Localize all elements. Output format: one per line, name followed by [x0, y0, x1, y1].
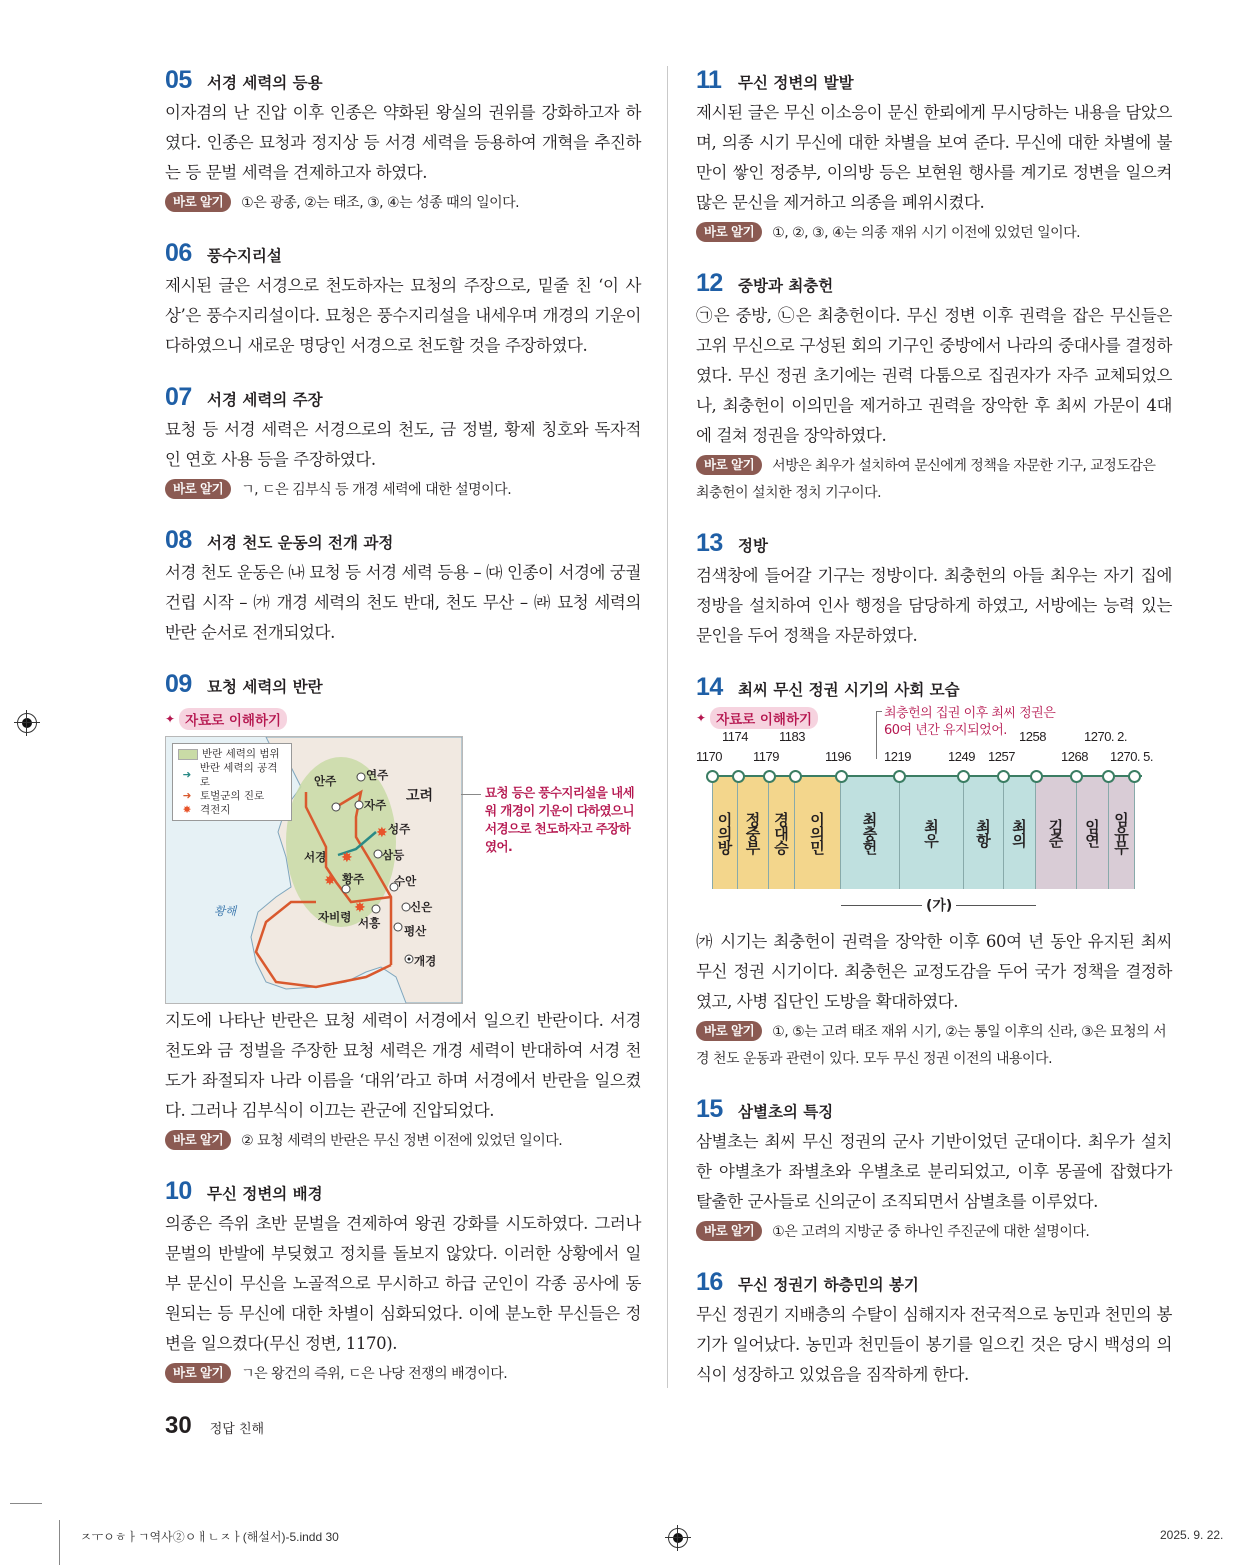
map-place: 개경 — [414, 954, 437, 968]
registration-mark-icon — [17, 713, 37, 733]
year-label: 1170 — [696, 749, 722, 764]
timeline-node — [732, 770, 745, 783]
map-place: 황주 — [342, 872, 365, 886]
quick-check-badge: 바로 알기 — [165, 479, 231, 499]
quick-check-badge: 바로 알기 — [165, 1130, 231, 1150]
answer-note: 바로 알기 ①, ②, ③, ④는 의종 재위 시기 이전에 있었던 일이다. — [696, 220, 1172, 247]
page-footer — [165, 1412, 264, 1440]
section-11 — [696, 66, 1172, 247]
section-13 — [696, 529, 1172, 651]
star-icon: ✦ — [165, 712, 176, 726]
map-place: 자주 — [364, 798, 387, 812]
section-06 — [165, 239, 641, 361]
timeline-node — [1128, 770, 1141, 783]
section-07 — [165, 383, 641, 504]
section-title: 서경 세력의 주장 — [207, 391, 323, 409]
section-number: 16 — [696, 1268, 723, 1296]
timeline-node — [835, 770, 848, 783]
section-number: 15 — [696, 1095, 723, 1123]
timeline-node — [1102, 770, 1115, 783]
section-09 — [165, 670, 641, 1155]
crop-mark — [10, 1503, 42, 1504]
section-title: 중방과 최충헌 — [738, 277, 834, 295]
print-slug-date: 2025. 9. 22. — [1160, 1528, 1224, 1542]
timeline-node — [957, 770, 970, 783]
left-column — [165, 66, 641, 1410]
svg-text:✸: ✸ — [354, 900, 366, 916]
ruler-bar: 이의방 — [712, 777, 738, 889]
callout-line — [876, 711, 877, 759]
section-body: 제시된 글은 무신 이소응이 문신 한뢰에게 무시당하는 내용을 담았으며, 의종 시기 무신에 대한 차별을 보여 준다. 무신에 대한 차별에 불만이 쌓인 정중부, 이의방 등은 보현원 행사를 계기로 정변을 일으켜 많은 문신을 제거하고 의종을 폐위시켰다. — [696, 103, 1172, 212]
year-label: 1257 — [988, 749, 1015, 764]
section-number: 06 — [165, 239, 192, 267]
map-place: 삼등 — [382, 848, 405, 862]
page-label: 정답 친해 — [209, 1422, 265, 1437]
ruler-bar: 최의 — [1004, 777, 1036, 889]
year-label: 1270. 2. — [1084, 729, 1127, 744]
section-number: 13 — [696, 529, 723, 557]
section-number: 10 — [165, 1177, 192, 1205]
year-label: 1219 — [884, 749, 911, 764]
year-label: 1270. 5. — [1110, 749, 1153, 764]
section-body: 삼별초는 최씨 무신 정권의 군사 기반이었던 군대이다. 최우가 설치한 야별초가 좌별초와 우별초로 분리되었고, 이후 몽골에 잡혔다가 탈출한 군사들로 신의군이 조직되면서 삼별초를 이루었다. — [696, 1132, 1172, 1211]
year-label: 1196 — [825, 749, 851, 764]
print-slug-filename: ㅈㅜㅇㅎㅏㄱ역사②ㅇㅐㄴㅈㅏ(해설서)-5.indd 30 — [80, 1530, 339, 1544]
ruler-bar: 이의민 — [795, 777, 841, 889]
section-title: 서경 천도 운동의 전개 과정 — [207, 534, 394, 552]
answer-note: 바로 알기 ㄱ, ㄷ은 김부식 등 개경 세력에 대한 설명이다. — [165, 477, 641, 504]
data-understanding-label: ✦ 자료로 이해하기 — [696, 707, 818, 729]
period-span-label: (가) — [922, 895, 956, 915]
crop-mark — [59, 1520, 60, 1565]
map-place: 서경 — [304, 850, 327, 864]
section-15 — [696, 1095, 1172, 1246]
timeline-node — [997, 770, 1010, 783]
section-body: 이자겸의 난 진압 이후 인종은 약화된 왕실의 권위를 강화하고자 하였다. 인종은 묘청과 정지상 등 서경 세력을 등용하여 개혁을 추진하는 등 문벌 세력을 견제하고자 하였다. — [165, 103, 641, 182]
map-place: 자비령 — [318, 910, 352, 924]
registration-mark-icon — [668, 1528, 688, 1548]
map-place: 성주 — [388, 822, 411, 836]
ruler-bar: 정중부 — [738, 777, 769, 889]
ruler-bar: 임연 — [1077, 777, 1109, 889]
arrow-right-icon: ➜ — [182, 790, 192, 802]
section-title: 최씨 무신 정권 시기의 사회 모습 — [738, 681, 960, 699]
data-understanding-label: ✦ 자료로 이해하기 — [165, 708, 287, 730]
timeline-node — [763, 770, 776, 783]
answer-note: 바로 알기 ①은 고려의 지방군 중 하나인 주진군에 대한 설명이다. — [696, 1219, 1172, 1246]
rebellion-map — [165, 736, 463, 1004]
section-number: 09 — [165, 670, 192, 698]
answer-note: 바로 알기 ①, ⑤는 고려 태조 재위 시기, ②는 통일 이후의 신라, ③은 묘청의 서경 천도 운동과 관련이 있다. 모두 무신 정권 이전의 내용이다. — [696, 1023, 1167, 1067]
timeline-node — [1030, 770, 1043, 783]
svg-text:✸: ✸ — [341, 850, 353, 866]
map-place: 서흥 — [358, 916, 381, 930]
military-regime-timeline — [696, 705, 1172, 927]
ruler-bar: 김준 — [1036, 777, 1077, 889]
svg-text:✸: ✸ — [376, 825, 388, 841]
rebel-area-swatch — [178, 749, 198, 760]
quick-check-badge: 바로 알기 — [696, 1221, 762, 1241]
section-number: 12 — [696, 269, 723, 297]
map-place: 평산 — [404, 924, 427, 938]
map-place: 신은 — [410, 900, 433, 914]
answer-note: 바로 알기 ② 묘청 세력의 반란은 무신 정변 이전에 있었던 일이다. — [165, 1128, 641, 1155]
quick-check-badge: 바로 알기 — [696, 1021, 762, 1041]
section-12 — [696, 269, 1172, 507]
section-title: 묘청 세력의 반란 — [207, 678, 323, 696]
section-14 — [696, 673, 1172, 1073]
section-16 — [696, 1268, 1172, 1390]
section-title: 무신 정권기 하층민의 봉기 — [738, 1276, 919, 1294]
timeline-node — [706, 770, 719, 783]
svg-text:✸: ✸ — [324, 873, 336, 889]
year-label: 1183 — [779, 729, 805, 744]
page-number: 30 — [165, 1412, 192, 1439]
answer-note: 바로 알기 서방은 최우가 설치하여 문신에게 정책을 자문한 기구, 교정도감은 최충헌이 설치한 정치 기구이다. — [696, 457, 1156, 501]
section-body: 제시된 글은 서경으로 천도하자는 묘청의 주장으로, 밑줄 친 ‘이 사상’은 풍수지리설이다. 묘청은 풍수지리설을 내세우며 개경의 기운이 다하였으니 새로운 명당인 서경으로 천도할 것을 주장하였다. — [165, 276, 641, 355]
answer-note: 바로 알기 ㄱ은 왕건의 즉위, ㄷ은 나당 전쟁의 배경이다. — [165, 1361, 641, 1388]
section-05 — [165, 66, 641, 217]
right-column — [696, 66, 1172, 1412]
rebellion-map-figure — [165, 736, 641, 1006]
ruler-bar: 최우 — [900, 777, 964, 889]
year-label: 1268 — [1061, 749, 1088, 764]
section-title: 풍수지리설 — [207, 247, 282, 265]
section-body: 의종은 즉위 초반 문벌을 견제하여 왕권 강화를 시도하였다. 그러나 문벌의 반발에 부딪혔고 정치를 돌보지 않았다. 이러한 상황에서 일부 문신이 무신을 노골적으로 무시하고 하급 군인이 각종 공사에 동원되는 등 무신에 대한 차별이 심화되었다. 이에 분노한 무신들은 정변을 일으켰다(무신 정변, 1170). — [165, 1214, 641, 1353]
quick-check-badge: 바로 알기 — [696, 222, 762, 242]
timeline-callout: 최충헌의 집권 이후 최씨 정권은 60여 년간 유지되었어. — [884, 706, 1056, 738]
section-body: ㈎ 시기는 최충헌이 권력을 장악한 이후 60여 년 동안 유지된 최씨 무신 정권 시기이다. 최충헌은 교정도감을 두어 국가 정책을 결정하였고, 사병 집단인 도방을 확대하였다. — [696, 932, 1172, 1011]
section-number: 08 — [165, 526, 192, 554]
section-08 — [165, 526, 641, 648]
map-place: 연주 — [366, 768, 389, 782]
timeline-node — [893, 770, 906, 783]
ruler-bar: 경대승 — [769, 777, 795, 889]
quick-check-badge: 바로 알기 — [165, 1363, 231, 1383]
section-number: 05 — [165, 66, 192, 94]
section-body: 검색창에 들어갈 기구는 정방이다. 최충헌의 아들 최우는 자기 집에 정방을 설치하여 인사 행정을 담당하게 하였고, 서방에는 능력 있는 문인을 두어 정책을 자문하였다. — [696, 566, 1172, 645]
section-body: ㉠은 중방, ㉡은 최충헌이다. 무신 정변 이후 권력을 잡은 무신들은 고위 무신으로 구성된 회의 기구인 중방에서 나라의 중대사를 결정하였다. 무신 정권 초기에는 권력 다툼으로 집권자가 자주 교체되었으나, 최충헌이 이의민을 제거하고 권력을 장악한 후 최씨 가문이 4대에 걸쳐 정권을 장악하였다. — [696, 306, 1172, 445]
section-title: 무신 정변의 배경 — [207, 1185, 323, 1203]
timeline-node — [1070, 770, 1083, 783]
map-place: 안주 — [314, 774, 337, 788]
section-10 — [165, 1177, 641, 1388]
arrow-right-icon: ➜ — [182, 769, 192, 781]
callout-line — [461, 794, 481, 795]
section-number: 11 — [696, 66, 722, 94]
section-number: 14 — [696, 673, 723, 701]
answer-note: 바로 알기 ①은 광종, ②는 태조, ③, ④는 성종 때의 일이다. — [165, 190, 641, 217]
year-label: 1258 — [1019, 729, 1046, 744]
section-title: 정방 — [738, 537, 768, 555]
year-label: 1179 — [753, 749, 779, 764]
section-body: 서경 천도 운동은 ㈏ 묘청 등 서경 세력 등용 – ㈐ 인종이 서경에 궁궐 건립 시작 – ㈎ 개경 세력의 천도 반대, 천도 무산 – ㈑ 묘청 세력의 반란 순서로 전개되었다. — [165, 563, 641, 642]
ruler-bar: 최충헌 — [841, 777, 900, 889]
map-place-sea: 황해 — [214, 904, 237, 918]
ruler-bar: 임유무 — [1109, 777, 1135, 889]
map-speech-callout: 묘청 등은 풍수지리설을 내세워 개경이 기운이 다하였으니 서경으로 천도하자고 주장하였어. — [485, 785, 634, 854]
section-body: 묘청 등 서경 세력은 서경으로의 천도, 금 정벌, 황제 칭호와 독자적인 연호 사용 등을 주장하였다. — [165, 420, 641, 469]
map-place: 수안 — [394, 874, 417, 888]
column-divider — [667, 66, 668, 1388]
quick-check-badge: 바로 알기 — [165, 192, 231, 212]
section-title: 서경 세력의 등용 — [207, 74, 323, 92]
section-body: 무신 정권기 지배층의 수탈이 심해지자 전국적으로 농민과 천민의 봉기가 일어났다. 농민과 천민들이 봉기를 일으킨 것은 당시 백성의 의식이 성장하고 있었음을 짐작하게 한다. — [696, 1305, 1172, 1384]
section-title: 삼별초의 특징 — [738, 1103, 834, 1121]
quick-check-badge: 바로 알기 — [696, 455, 762, 475]
section-title: 무신 정변의 발발 — [738, 74, 854, 92]
year-label: 1174 — [722, 729, 748, 744]
map-legend: 반란 세력의 범위 ➜ 반란 세력의 공격로 ➜ 토벌군의 진로 ✸ 격전지 — [172, 743, 292, 821]
section-number: 07 — [165, 383, 192, 411]
section-body: 지도에 나타난 반란은 묘청 세력이 서경에서 일으킨 반란이다. 서경 천도와 금 정벌을 주장한 묘청 세력은 개경 세력이 반대하여 서경 천도가 좌절되자 나라 이름을 ‘대위’라고 하며 서경에서 반란을 일으켰다. 그러나 김부식이 이끄는 관군에 진압되었다. — [165, 1011, 641, 1120]
year-label: 1249 — [948, 749, 975, 764]
star-icon: ✦ — [696, 711, 707, 725]
battle-burst-icon: ✸ — [182, 804, 192, 816]
map-place: 고려 — [406, 788, 434, 804]
timeline-node — [789, 770, 802, 783]
ruler-bar: 최항 — [964, 777, 1004, 889]
